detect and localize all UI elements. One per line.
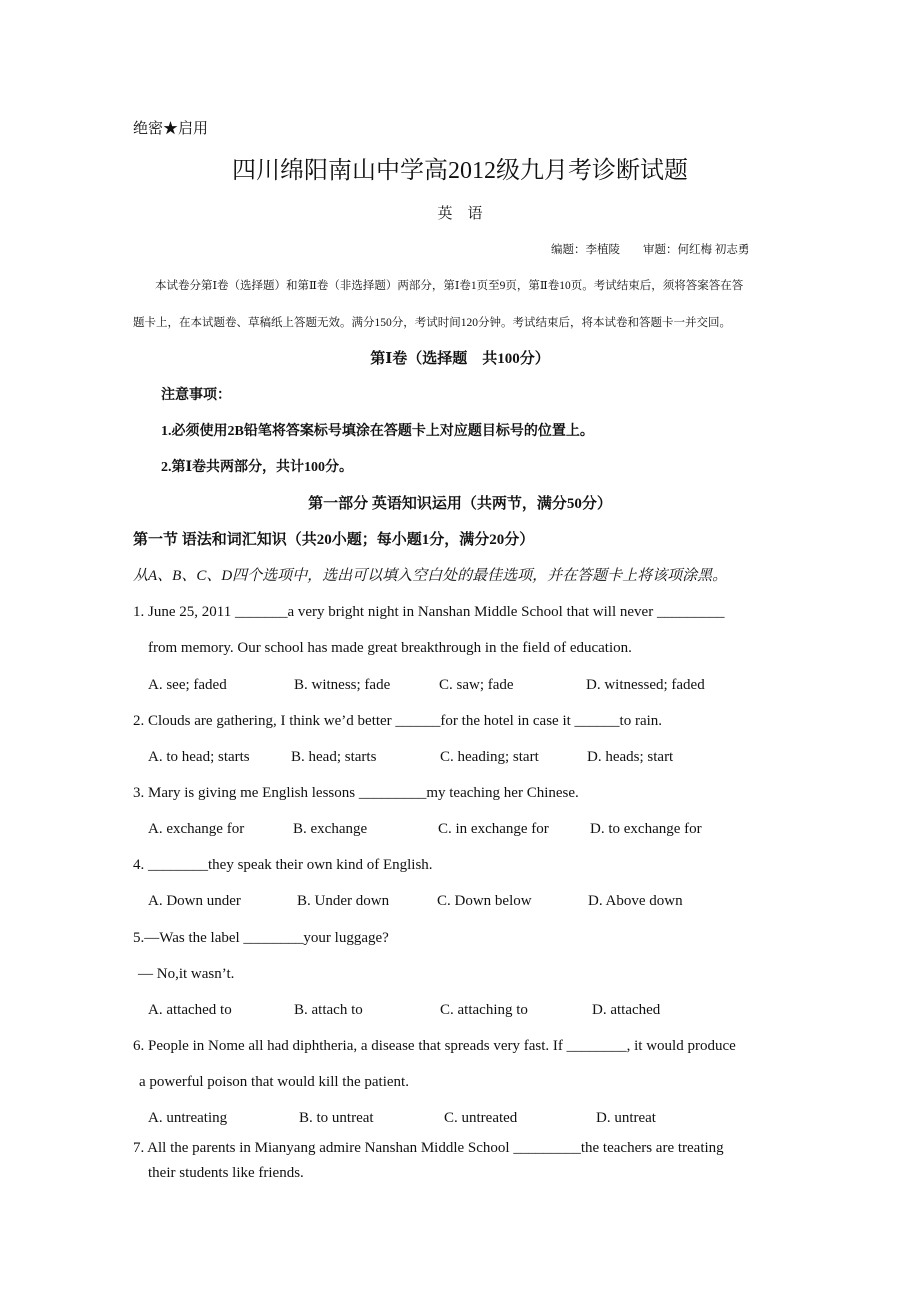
- option-d: D. attached: [592, 1002, 661, 1018]
- option-a: A. Down under: [148, 893, 241, 909]
- question-stem-cont: from memory. Our school has made great breakthrough in the field of education.: [148, 640, 632, 656]
- option-c: C. in exchange for: [438, 821, 549, 837]
- option-d: D. witnessed; faded: [586, 677, 705, 693]
- question-stem: 6. People in Nome all had diphtheria, a disease that spreads very fast. If ________, it would produce: [133, 1038, 736, 1054]
- option-b: B. attach to: [294, 1002, 363, 1018]
- question-stem: 2. Clouds are gathering, I think we’d better ______for the hotel in case it ______to rain.: [133, 713, 663, 729]
- notice-item-1: 1.必须使用2B铅笔将答案标号填涂在答题卡上对应题目标号的位置上。: [161, 424, 594, 439]
- option-c: C. attaching to: [440, 1002, 528, 1018]
- option-c: C. heading; start: [440, 749, 539, 765]
- question-stem-cont: — No,it wasn’t.: [138, 966, 235, 982]
- option-a: A. exchange for: [148, 821, 245, 837]
- option-d: D. Above down: [588, 893, 683, 909]
- option-a: A. untreating: [148, 1110, 228, 1126]
- question-stem: 7. All the parents in Mianyang admire Nanshan Middle School _________the teachers are treating: [133, 1140, 724, 1156]
- notice-title: 注意事项：: [161, 388, 231, 403]
- part-title: 第一部分 英语知识运用（共两节，满分50分）: [308, 496, 612, 512]
- notice-item-2: 2.第Ⅰ卷共两部分，共计100分。: [161, 460, 354, 475]
- option-a: A. to head; starts: [148, 749, 250, 765]
- intro-line-2: 题卡上，在本试题卷、草稿纸上答题无效。满分150分，考试时间120分钟。考试结束后，将本试卷和答题卡一并交回。: [133, 317, 731, 329]
- question-stem: 3. Mary is giving me English lessons _________my teaching her Chinese.: [133, 785, 579, 801]
- secret-label: 绝密★启用: [133, 121, 209, 137]
- option-c: C. Down below: [437, 893, 532, 909]
- option-d: D. to exchange for: [590, 821, 702, 837]
- editors-line: 编题：李植陵 审题：何红梅 初志勇: [551, 244, 750, 256]
- option-d: D. heads; start: [587, 749, 674, 765]
- option-d: D. untreat: [596, 1110, 656, 1126]
- option-b: B. head; starts: [291, 749, 377, 765]
- question-stem: 1. June 25, 2011 _______a very bright night in Nanshan Middle School that will never _________: [133, 604, 725, 620]
- volume-title: 第Ⅰ卷（选择题 共100分）: [370, 351, 550, 367]
- option-b: B. Under down: [297, 893, 390, 909]
- option-c: C. saw; fade: [439, 677, 514, 693]
- question-stem-cont: their students like friends.: [148, 1165, 304, 1181]
- subject-label: 英 语: [437, 206, 483, 222]
- option-b: B. to untreat: [299, 1110, 374, 1126]
- intro-line-1: 本试卷分第Ⅰ卷（选择题）和第Ⅱ卷（非选择题）两部分，第Ⅰ卷1页至9页，第Ⅱ卷10页。考试结束后，须将答案答在答: [155, 280, 744, 292]
- option-a: A. see; faded: [148, 677, 227, 693]
- exam-title: 四川绵阳南山中学高2012级九月考诊断试题: [232, 158, 688, 184]
- option-b: B. exchange: [293, 821, 368, 837]
- question-stem: 5.—Was the label ________your luggage?: [133, 930, 389, 946]
- option-b: B. witness; fade: [294, 677, 391, 693]
- question-stem-cont: a powerful poison that would kill the patient.: [139, 1074, 409, 1090]
- option-c: C. untreated: [444, 1110, 518, 1126]
- option-a: A. attached to: [148, 1002, 232, 1018]
- instruction: 从A、B、C、D四个选项中，选出可以填入空白处的最佳选项，并在答题卡上将该项涂黑。: [133, 568, 728, 584]
- section-title: 第一节 语法和词汇知识（共20小题；每小题1分，满分20分）: [133, 532, 535, 548]
- question-stem: 4. ________they speak their own kind of English.: [133, 857, 433, 873]
